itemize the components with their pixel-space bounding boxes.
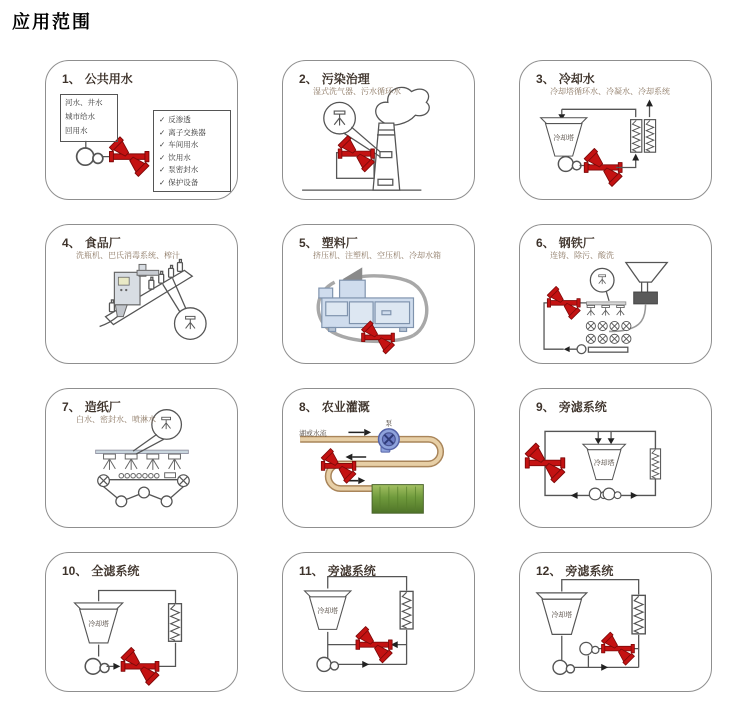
checklist-item: [159, 139, 230, 152]
filter-valve-icon: [356, 627, 392, 663]
source-line: 城市给水: [65, 112, 95, 121]
checklist-item: [159, 152, 230, 165]
panel-header: [536, 562, 613, 579]
panel-subtitle: 白水、密封水、喷淋水: [76, 415, 156, 424]
filter-valve-icon: [601, 632, 634, 665]
runout-table: [588, 347, 627, 352]
pump-icon: [77, 148, 103, 165]
machine-arm: [137, 270, 159, 275]
cooling-tower-label: 冷却塔: [553, 134, 575, 142]
check-icon: ✓: [159, 115, 166, 124]
panel-title-text: 造纸厂: [84, 400, 121, 414]
panel-title-text: 农业灌溉: [321, 400, 370, 414]
spray-point: [380, 152, 392, 158]
chimney-hatch: [378, 179, 393, 185]
panel-header: [299, 70, 370, 87]
panel-number: 3、: [536, 72, 555, 86]
panel-7-paper-mill: [45, 388, 238, 528]
cooling-tower-label: 冷却塔: [551, 612, 573, 620]
panel-1-public-water: [45, 60, 238, 200]
panel-title-text: 旁滤系统: [327, 564, 376, 578]
crop-field: [372, 485, 423, 514]
checklist-item: [159, 114, 230, 127]
panel-number: 6、: [536, 236, 555, 250]
panel-title-text: 全滤系统: [91, 564, 140, 578]
cooling-tower-label: 冷却塔: [88, 620, 109, 628]
panel-number: 10、: [62, 564, 88, 578]
shower-nozzles: [104, 454, 181, 470]
check-icon: ✓: [159, 165, 166, 175]
cooling-tower-label: 冷却塔: [593, 459, 615, 467]
filter-valve-icon: [547, 286, 580, 319]
pump-icon: [85, 659, 109, 675]
panel-header: [536, 234, 595, 251]
panel-number: 2、: [299, 72, 318, 86]
check-icon: ✓: [159, 177, 166, 187]
panel-header: [299, 562, 376, 579]
panel-number: 12、: [536, 564, 562, 578]
panel-11-sidestream-filter: [282, 552, 475, 692]
filter-valve-icon: [109, 137, 149, 177]
panel-10-full-flow-filter: [45, 552, 238, 692]
pump-icon: [558, 157, 581, 172]
panel-title-text: 旁滤系统: [558, 400, 607, 414]
machine-screen: [118, 277, 129, 285]
panel-number: 4、: [62, 236, 81, 250]
application-checklist: [153, 110, 231, 192]
panel-number: 11、: [299, 564, 324, 578]
panel-title-text: 公共用水: [84, 72, 133, 86]
panel-header: [536, 70, 595, 87]
source-line: 回用水: [65, 126, 88, 135]
panel-header: [62, 70, 133, 87]
panel-title-text: 食品厂: [84, 236, 121, 250]
pump-icon: [603, 488, 621, 500]
checklist-item: [159, 127, 230, 140]
cooling-tower-label: 冷却塔: [317, 608, 339, 616]
panel-subtitle: 冷却塔循环水、冷凝水、冷却系统: [550, 87, 670, 96]
checklist-item: [159, 164, 230, 177]
panel-number: 1、: [62, 72, 81, 86]
checklist-label: 离子交换器: [168, 127, 206, 137]
panel-subtitle: 挤压机、注塑机、空压机、冷却水箱: [313, 251, 441, 260]
heat-exchanger-icon: [169, 604, 182, 642]
panel-title-text: 污染治理: [321, 72, 370, 86]
mold-block: [634, 292, 658, 304]
flow-label: 湖或水流: [299, 430, 327, 438]
check-icon: ✓: [159, 152, 166, 162]
panel-subtitle: 湿式洗气器、污水循环水: [313, 87, 401, 96]
roller-rows: [586, 321, 631, 343]
panel-header: [536, 398, 607, 415]
injection-machine: [319, 280, 414, 331]
checklist-label: 泵密封水: [168, 165, 199, 175]
panel-grid: [45, 60, 712, 692]
panel-number: 7、: [62, 400, 81, 414]
heat-exchanger-icon: [631, 120, 642, 153]
panel-header: [62, 398, 121, 415]
panel-9-sidestream-filter: [519, 388, 712, 528]
panel-header: [62, 562, 139, 579]
panel-title-text: 塑料厂: [321, 236, 358, 250]
heat-exchanger-icon: [400, 591, 413, 629]
check-icon: ✓: [159, 127, 166, 137]
panel-number: 9、: [536, 400, 555, 414]
pump-icon: [580, 642, 599, 654]
page-title: 应用范围: [12, 12, 92, 32]
panel-3-cooling-water: [519, 60, 712, 200]
heat-exchanger-icon: [632, 595, 645, 634]
sprinkler-icon: [587, 305, 595, 315]
panel-number: 8、: [299, 400, 318, 414]
pump-icon: [553, 660, 574, 674]
panel-title-text: 旁滤系统: [565, 564, 614, 578]
panel-5-plastics-factory: [282, 224, 475, 364]
pump-icon: [577, 345, 586, 354]
panel-title-text: 钢铁厂: [558, 236, 595, 250]
panel-number: 5、: [299, 236, 318, 250]
panel-header: [299, 398, 370, 415]
paper-machine: [98, 473, 190, 507]
check-icon: ✓: [159, 140, 166, 150]
heat-exchanger-icon: [644, 120, 655, 153]
source-line: 河水、井水: [65, 98, 103, 107]
filter-valve-icon: [121, 647, 159, 685]
checklist-label: 保护设备: [168, 177, 199, 187]
checklist-item: [159, 177, 230, 190]
casting-ladle: [626, 262, 667, 282]
pump-icon: [317, 657, 338, 671]
panel-4-food-factory: [45, 224, 238, 364]
panel-subtitle: 连铸、除污、酸洗: [550, 251, 614, 260]
checklist-label: 饮用水: [168, 152, 191, 162]
checklist-label: 车间用水: [168, 140, 199, 150]
sprinkler-icon: [602, 305, 610, 315]
spray-bar: [586, 302, 625, 305]
panel-8-agricultural-irrigation: [282, 388, 475, 528]
panel-subtitle: 洗瓶机、巴氏消毒系统、榨汁: [76, 251, 180, 260]
heat-exchanger-icon: [650, 449, 660, 479]
panel-12-sidestream-filter: [519, 552, 712, 692]
panel-6-steel-plant: [519, 224, 712, 364]
water-source-box: [60, 94, 118, 142]
panel-header: [62, 234, 121, 251]
sprinkler-icon: [617, 305, 625, 315]
irrigation-pump-icon: [379, 429, 400, 452]
checklist-label: 反渗透: [168, 115, 191, 124]
panel-title-text: 冷却水: [558, 72, 595, 86]
pump-label: 泵: [385, 420, 393, 428]
panel-2-pollution-control: [282, 60, 475, 200]
panel-header: [299, 234, 358, 251]
